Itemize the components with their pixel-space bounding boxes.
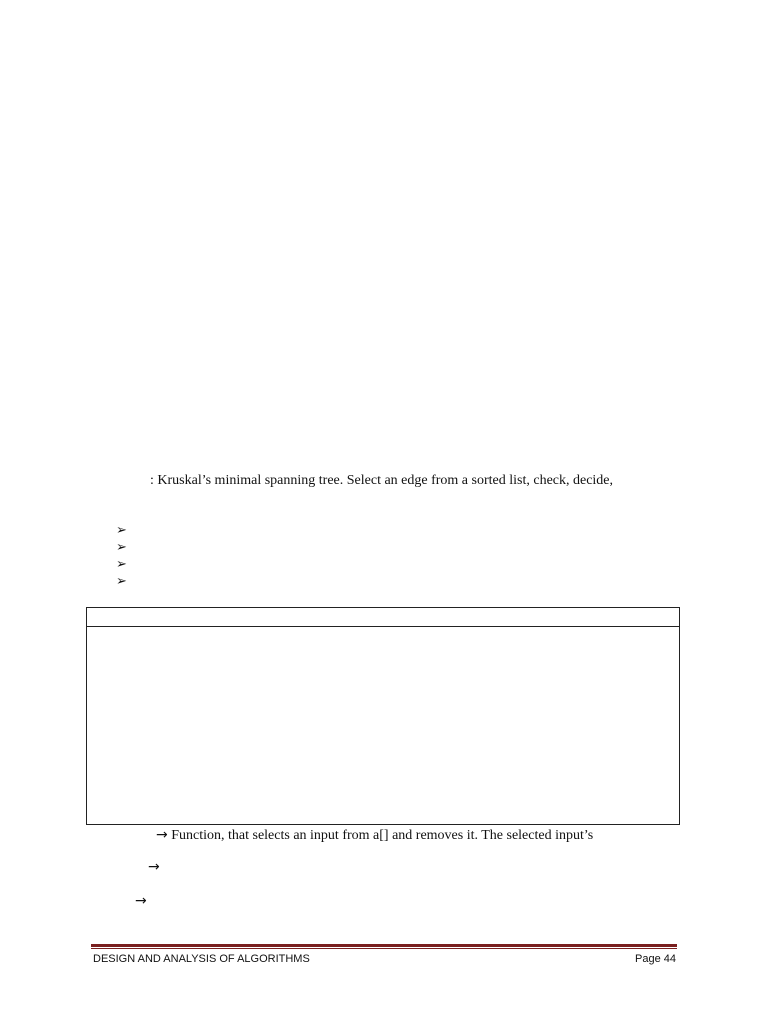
right-arrow-icon: → bbox=[135, 893, 147, 909]
right-arrow-icon: → bbox=[156, 827, 168, 843]
bullet-marker-icon: ➢ bbox=[116, 523, 127, 538]
bullet-marker-icon: ➢ bbox=[116, 574, 127, 589]
footer-title: DESIGN AND ANALYSIS OF ALGORITHMS bbox=[93, 953, 310, 965]
kruskal-description-text: : Kruskal’s minimal spanning tree. Select an edge from a sorted list, check, decide, bbox=[150, 473, 614, 488]
algorithm-box-header bbox=[87, 608, 679, 627]
function-description bbox=[156, 827, 593, 844]
footer-rule-thick bbox=[91, 944, 677, 947]
function-description-text: Function, that selects an input from a[] and removes it. The selected input’s bbox=[171, 828, 594, 843]
bullet-marker-icon: ➢ bbox=[116, 540, 127, 555]
footer-page-number: Page 44 bbox=[635, 953, 676, 965]
right-arrow-icon: → bbox=[148, 859, 160, 875]
algorithm-box bbox=[86, 607, 680, 825]
bullet-marker-icon: ➢ bbox=[116, 557, 127, 572]
footer-rule-thin bbox=[91, 948, 677, 949]
